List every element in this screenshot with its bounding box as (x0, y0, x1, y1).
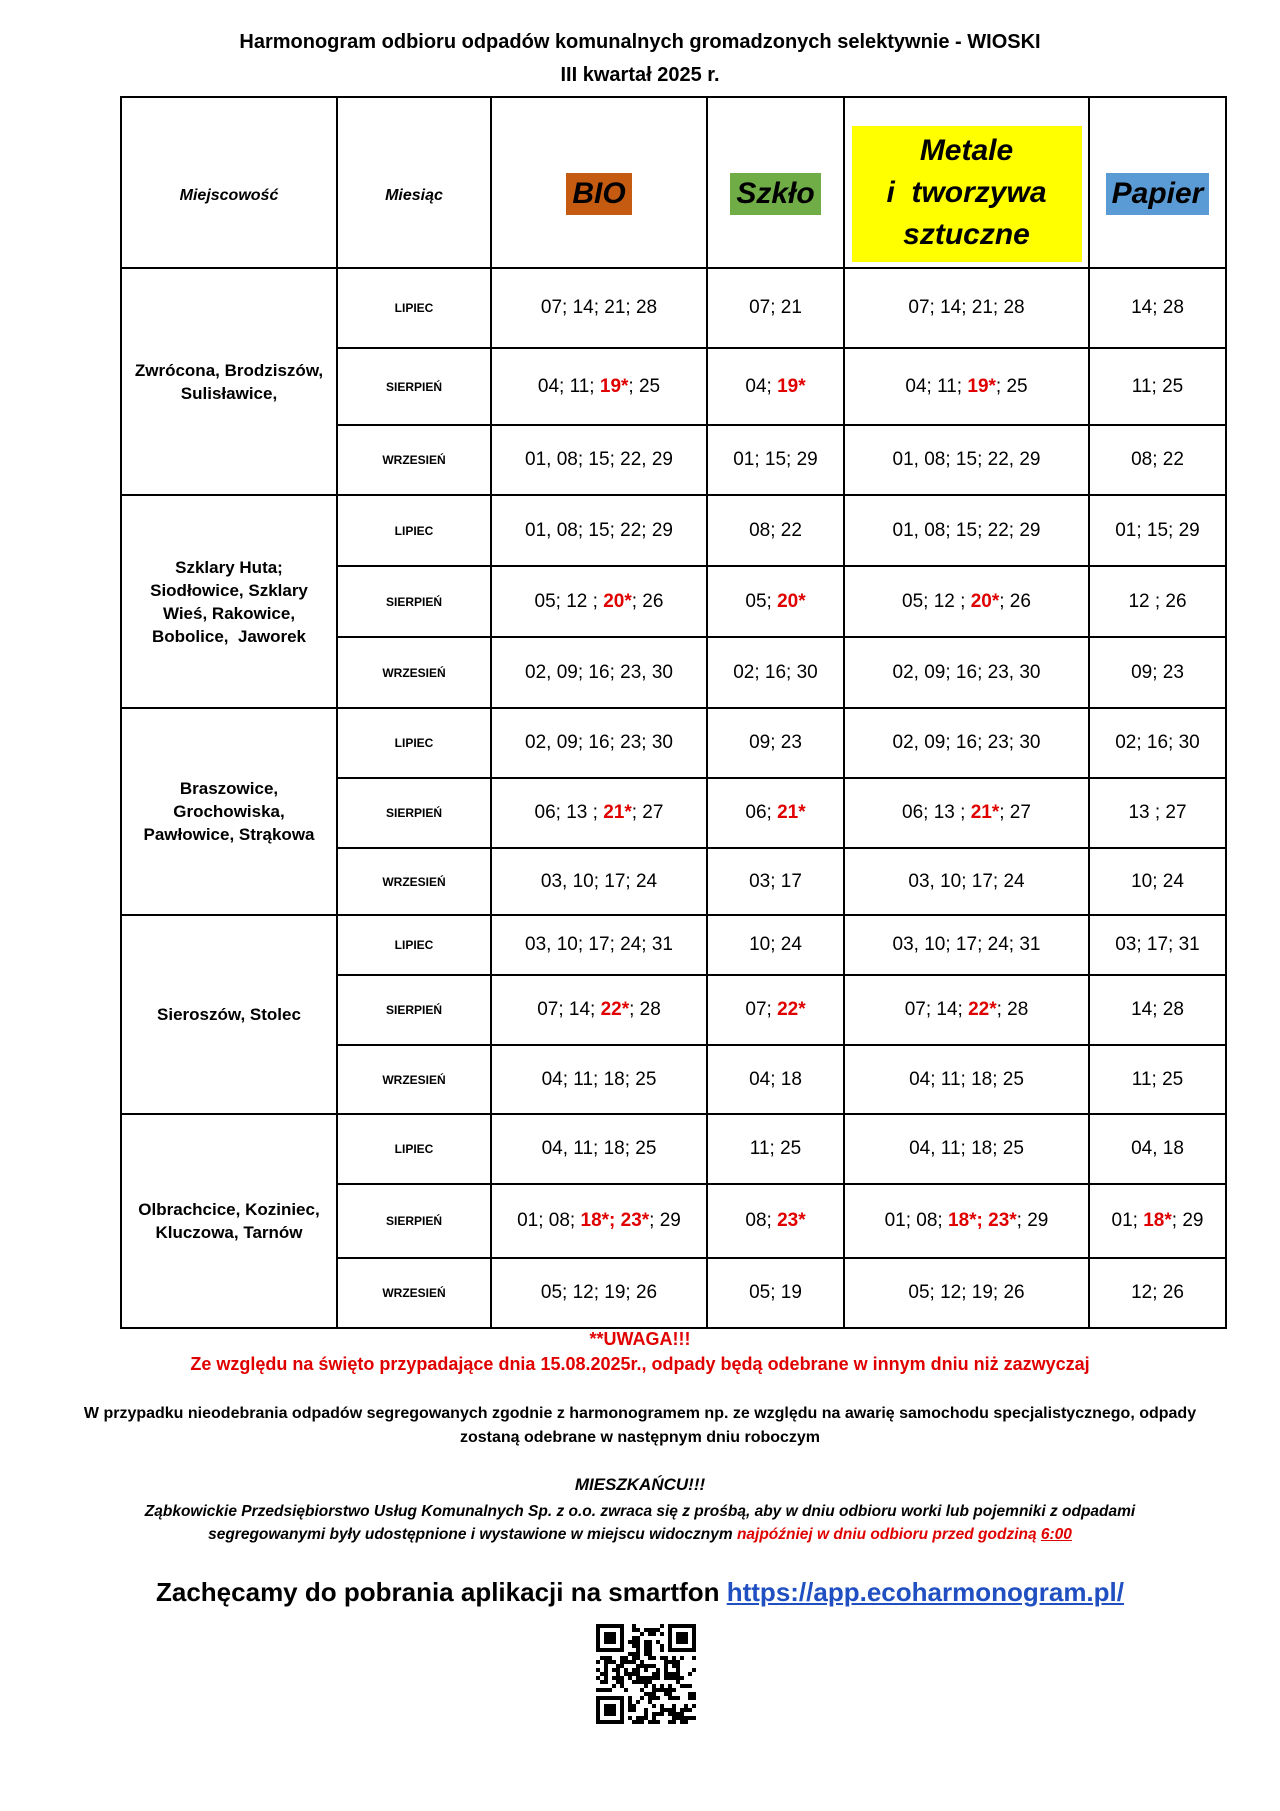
date-text: 08; 22 (749, 519, 802, 541)
papier-dates-cell (1089, 778, 1226, 848)
location-line: Wieś, Rakowice, (162, 603, 296, 623)
metale-dates-cell (844, 495, 1089, 566)
date-text: 09; 23 (749, 732, 802, 753)
bio-label: BIO (566, 173, 631, 215)
metale-dates-cell (844, 268, 1089, 348)
month-cell: SIERPIEŃ (337, 348, 491, 425)
location-cell (121, 915, 337, 1114)
metale-dates-cell (844, 637, 1089, 708)
month-cell: LIPIEC (337, 495, 491, 566)
location-line: Sieroszów, Stolec (157, 1005, 301, 1024)
holiday-date: 18*; 23* (948, 1210, 1017, 1231)
date-text: 02; 16; 30 (1115, 732, 1200, 753)
date-text: 01, 08; 15; 22, 29 (892, 449, 1041, 470)
date-text: 12; 26 (1131, 1282, 1184, 1303)
metale-dates-cell (844, 1258, 1089, 1328)
date-text: 11; 25 (749, 1138, 802, 1159)
szklo-dates-cell (707, 915, 844, 975)
location-line: Kluczowa, Tarnów (155, 1223, 303, 1242)
szklo-dates-cell (707, 1045, 844, 1114)
date-text: 04, 11; 18; 25 (909, 1138, 1024, 1159)
szklo-dates-cell (707, 778, 844, 848)
date-text: 01, 08; 15; 22; 29 (525, 519, 673, 541)
szklo-dates-cell (707, 1114, 844, 1184)
date-text: 04; 11; (905, 375, 968, 397)
location-line: Olbrachcice, Koziniec, (138, 1200, 320, 1219)
month-cell: WRZESIEŃ (337, 637, 491, 708)
page-subtitle: III kwartał 2025 r. (560, 64, 720, 86)
location-line: Sulisławice, (180, 383, 278, 403)
papier-dates-cell (1089, 425, 1226, 495)
month-cell: WRZESIEŃ (337, 425, 491, 495)
date-text: 10; 24 (1131, 870, 1184, 892)
szklo-dates-cell (707, 1258, 844, 1328)
date-text: 01; 15; 29 (733, 449, 818, 470)
bio-dates-cell (491, 495, 707, 566)
date-text: ; 29 (1016, 1210, 1049, 1231)
papier-dates-cell (1089, 637, 1226, 708)
bio-dates-cell (491, 708, 707, 778)
bio-dates-cell (491, 637, 707, 708)
app-link[interactable]: https://app.ecoharmonogram.pl/ (726, 1577, 1124, 1607)
metale-dates-cell (844, 348, 1089, 425)
papier-dates-cell (1089, 848, 1226, 915)
bio-dates-cell (491, 268, 707, 348)
date-text: 09; 23 (1131, 661, 1184, 683)
metale-dates-cell (844, 1114, 1089, 1184)
resident-paragraph: Ząbkowickie Przedsiębiorstwo Usług Komunalnych Sp. z o.o. zwraca się z prośbą, aby w dniu odbioru worki lub pojemniki z odpadami segregowanymi były udostępnione i wystawione w miejscu widocznym najpóźniej w dniu odbioru przed godziną 6:00 (144, 1503, 1136, 1543)
qr-code-icon (596, 1624, 696, 1724)
schedule-row (121, 268, 1226, 348)
date-text: 06; 13 ; (534, 802, 604, 823)
date-text: 02, 09; 16; 23; 30 (892, 732, 1041, 753)
date-text: 01, 08; 15; 22; 29 (892, 519, 1041, 541)
month-cell: SIERPIEŃ (337, 975, 491, 1045)
month-cell: WRZESIEŃ (337, 1258, 491, 1328)
szklo-dates-cell (707, 566, 844, 637)
date-text: 07; 14; (537, 999, 601, 1020)
metale-dates-cell (844, 425, 1089, 495)
metale-dates-cell (844, 566, 1089, 637)
szklo-dates-cell (707, 268, 844, 348)
date-text: ; 26 (999, 590, 1031, 612)
month-cell: LIPIEC (337, 915, 491, 975)
location-line: Grochowiska, (173, 802, 285, 821)
date-text: ; 27 (631, 802, 664, 823)
date-text: 01; (1111, 1210, 1144, 1231)
date-text: 01, 08; 15; 22, 29 (525, 449, 673, 470)
metale-dates-cell (844, 848, 1089, 915)
bio-dates-cell (491, 348, 707, 425)
month-cell: LIPIEC (337, 1114, 491, 1184)
date-text: 06; (745, 802, 778, 823)
holiday-date: 21* (777, 802, 806, 823)
location-cell (121, 268, 337, 495)
schedule-row (121, 915, 1226, 975)
holiday-date: 23* (777, 1210, 806, 1231)
date-text: ; 28 (629, 999, 661, 1020)
date-text: 08; 22 (1131, 449, 1184, 470)
date-text: 05; 12; 19; 26 (908, 1282, 1025, 1303)
location-cell (121, 1114, 337, 1328)
bio-dates-cell (491, 1045, 707, 1114)
date-text: 07; 14; (904, 999, 969, 1020)
date-text: 01; 08; (517, 1210, 581, 1231)
date-text: ; 29 (649, 1210, 681, 1231)
papier-dates-cell (1089, 708, 1226, 778)
papier-dates-cell (1089, 975, 1226, 1045)
date-text: 02, 09; 16; 23, 30 (892, 661, 1041, 683)
date-text: 04; 11; 18; 25 (541, 1068, 657, 1090)
papier-dates-cell (1089, 566, 1226, 637)
uwaga-text: Ze względu na święto przypadające dnia 15.08.2025r., odpady będą odebrane w innym dniu niż zazwyczaj (190, 1354, 1090, 1374)
location-line: Pawłowice, Strąkowa (143, 825, 315, 844)
date-text: 05; 12 ; (534, 590, 604, 612)
papier-dates-cell (1089, 1114, 1226, 1184)
bio-dates-cell (491, 1258, 707, 1328)
holiday-date: 21* (603, 802, 632, 823)
location-line: Bobolice, Jaworek (152, 626, 306, 646)
date-text: 01; 08; (884, 1210, 948, 1231)
szklo-label: Szkło (730, 173, 820, 215)
date-text: 11; 25 (1131, 375, 1184, 397)
header-metale (844, 97, 1089, 268)
holiday-date: 18* (1143, 1210, 1172, 1231)
month-cell: WRZESIEŃ (337, 1045, 491, 1114)
bio-dates-cell (491, 1114, 707, 1184)
date-text: 02, 09; 16; 23; 30 (525, 732, 673, 753)
date-text: 03, 10; 17; 24; 31 (525, 934, 673, 955)
date-text: 02, 09; 16; 23, 30 (525, 661, 673, 683)
date-text: 05; (745, 590, 778, 612)
header-month: Miesiąc (337, 97, 491, 268)
date-text: 10; 24 (749, 934, 802, 955)
papier-dates-cell (1089, 1184, 1226, 1258)
holiday-date: 19* (777, 375, 806, 397)
date-text: ; 26 (631, 590, 664, 612)
date-text: 07; (745, 999, 778, 1020)
date-text: 04, 18 (1131, 1138, 1184, 1159)
holiday-date: 19* (599, 375, 629, 397)
bio-dates-cell (491, 848, 707, 915)
date-text: 07; 14; 21; 28 (540, 297, 658, 318)
szklo-dates-cell (707, 425, 844, 495)
bio-dates-cell (491, 975, 707, 1045)
papier-dates-cell (1089, 1045, 1226, 1114)
metale-dates-cell (844, 915, 1089, 975)
date-text: ; 29 (1171, 1210, 1204, 1231)
date-text: ; 28 (996, 999, 1029, 1020)
papier-dates-cell (1089, 915, 1226, 975)
date-text: 04; 11; (537, 375, 600, 397)
month-cell: SIERPIEŃ (337, 1184, 491, 1258)
holiday-date: 22* (600, 999, 630, 1020)
holiday-date: 19* (967, 375, 996, 397)
date-text: 03; 17; 31 (1115, 934, 1200, 955)
holiday-date: 20* (603, 590, 632, 612)
month-cell: LIPIEC (337, 268, 491, 348)
location-line: Szklary Huta; (175, 557, 283, 577)
szklo-dates-cell (707, 1184, 844, 1258)
holiday-date: 20* (970, 590, 1000, 612)
location-cell (121, 708, 337, 915)
bio-dates-cell (491, 425, 707, 495)
papier-dates-cell (1089, 268, 1226, 348)
date-text: 05; 19 (749, 1282, 802, 1303)
schedule-row (121, 1114, 1226, 1184)
szklo-dates-cell (707, 975, 844, 1045)
header-row (121, 97, 1226, 268)
date-text: 04; 18 (749, 1068, 802, 1090)
holiday-date: 21* (970, 802, 1000, 823)
date-text: 01; 15; 29 (1115, 519, 1200, 541)
month-cell: WRZESIEŃ (337, 848, 491, 915)
papier-label: Papier (1106, 173, 1210, 215)
metale-dates-cell (844, 975, 1089, 1045)
holiday-date: 22* (777, 999, 806, 1020)
metale-dates-cell (844, 1184, 1089, 1258)
papier-dates-cell (1089, 1258, 1226, 1328)
header-papier (1089, 97, 1226, 268)
bio-dates-cell (491, 778, 707, 848)
location-line: Braszowice, (179, 779, 279, 798)
papier-dates-cell (1089, 348, 1226, 425)
szklo-dates-cell (707, 848, 844, 915)
date-text: 11; 25 (1131, 1068, 1184, 1090)
date-text: 07; 14; 21; 28 (908, 297, 1025, 318)
bio-dates-cell (491, 566, 707, 637)
date-text: 03, 10; 17; 24 (540, 870, 658, 892)
date-text: 13 ; 27 (1128, 802, 1187, 823)
szklo-dates-cell (707, 495, 844, 566)
date-text: 04; 11; 18; 25 (909, 1068, 1024, 1090)
bio-dates-cell (491, 915, 707, 975)
month-cell: SIERPIEŃ (337, 778, 491, 848)
date-text: 02; 16; 30 (733, 661, 818, 683)
date-text: 12 ; 26 (1128, 590, 1187, 612)
info-paragraph: W przypadku nieodebrania odpadów segregowanych zgodnie z harmonogramem np. ze względu na awarię samochodu specjalistycznego, odpady zostaną odebrane w następnym dniu roboczym (83, 1405, 1197, 1446)
date-text: 08; (745, 1210, 778, 1231)
date-text: 03, 10; 17; 24; 31 (892, 934, 1041, 955)
uwaga-title: **UWAGA!!! (589, 1329, 691, 1349)
szklo-dates-cell (707, 348, 844, 425)
metale-label: Metale i tworzywa sztuczne (852, 126, 1082, 262)
date-text: 04, 11; 18; 25 (541, 1138, 657, 1159)
resident-heading: MIESZKAŃCU!!! (574, 1475, 706, 1494)
date-text: 03; 17 (749, 870, 802, 892)
schedule-table (120, 96, 1227, 1329)
date-text: 03, 10; 17; 24 (908, 870, 1025, 892)
bio-dates-cell (491, 1184, 707, 1258)
holiday-date: 20* (777, 590, 806, 612)
date-text: 05; 12 ; (902, 590, 971, 612)
date-text: ; 27 (999, 802, 1031, 823)
date-text: 04; (745, 375, 778, 397)
header-location: Miejscowość (121, 97, 337, 268)
pickup-time: 6:00 (1040, 1526, 1072, 1543)
metale-dates-cell (844, 1045, 1089, 1114)
date-text: 05; 12; 19; 26 (540, 1282, 658, 1303)
location-cell (121, 495, 337, 708)
date-text: ; 25 (995, 375, 1028, 397)
metale-dates-cell (844, 708, 1089, 778)
metale-dates-cell (844, 778, 1089, 848)
schedule-row (121, 708, 1226, 778)
month-cell: LIPIEC (337, 708, 491, 778)
date-text: 07; 21 (749, 297, 802, 318)
date-text: 14; 28 (1131, 297, 1184, 318)
holiday-date: 18*; 23* (580, 1210, 650, 1231)
date-text: 06; 13 ; (902, 802, 971, 823)
szklo-dates-cell (707, 708, 844, 778)
location-line: Zwrócona, Brodziszów, (134, 360, 324, 380)
date-text: 14; 28 (1131, 999, 1184, 1020)
month-cell: SIERPIEŃ (337, 566, 491, 637)
page-title: Harmonogram odbioru odpadów komunalnych gromadzonych selektywnie - WIOSKI (239, 31, 1041, 53)
app-promo: Zachęcamy do pobrania aplikacji na smartfon https://app.ecoharmonogram.pl/ (156, 1577, 1124, 1607)
header-szklo (707, 97, 844, 268)
papier-dates-cell (1089, 495, 1226, 566)
holiday-date: 22* (968, 999, 997, 1020)
header-bio (491, 97, 707, 268)
location-line: Siodłowice, Szklary (150, 580, 308, 600)
szklo-dates-cell (707, 637, 844, 708)
date-text: ; 25 (628, 375, 661, 397)
schedule-row (121, 495, 1226, 566)
